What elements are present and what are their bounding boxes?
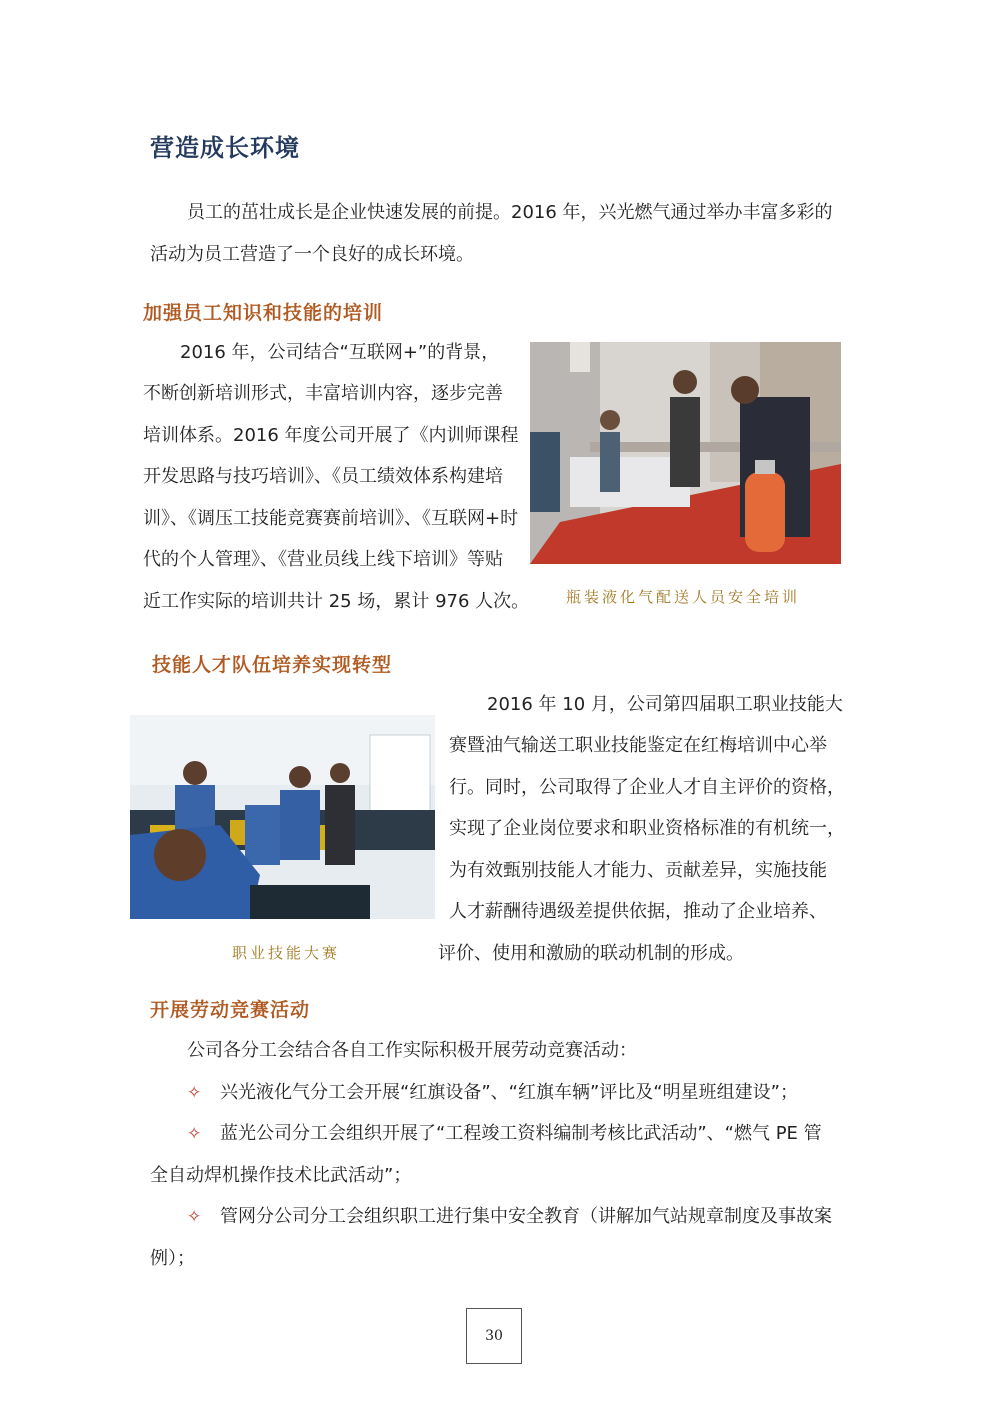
skills-text-line: 人才薪酬待遇级差提供依据，推动了企业培养、 bbox=[449, 901, 827, 922]
skills-text-line: 赛暨油气输送工职业技能鉴定在红梅培训中心举 bbox=[449, 735, 827, 756]
section-heading-training: 加强员工知识和技能的培训 bbox=[143, 302, 384, 324]
page-number: 30 bbox=[466, 1308, 522, 1364]
skills-text-line: 2016 年 10 月，公司第四届职工职业技能大 bbox=[487, 694, 843, 715]
competition-photo-illustration bbox=[130, 715, 435, 919]
training-text-line: 训》、《调压工技能竞赛赛前培训》、《互联网+时 bbox=[143, 508, 519, 529]
skills-text-line: 为有效甄别技能人才能力、贡献差异，实施技能 bbox=[449, 860, 827, 881]
skills-text-line: 实现了企业岗位要求和职业资格标准的有机统一， bbox=[449, 818, 845, 839]
bullet-star-icon: ✧ bbox=[187, 1207, 202, 1227]
labor-item-continuation: 例）； bbox=[150, 1248, 195, 1269]
skills-text-line: 评价、使用和激励的联动机制的形成。 bbox=[438, 943, 744, 964]
intro-line-1: 员工的茁壮成长是企业快速发展的前提。2016 年，兴光燃气通过举办丰富多彩的 bbox=[187, 202, 833, 223]
training-photo bbox=[530, 342, 841, 564]
labor-item: 蓝光公司分工会组织开展了“工程竣工资料编制考核比武活动”、“燃气 PE 管 bbox=[220, 1123, 822, 1144]
bullet-star-icon: ✧ bbox=[187, 1124, 202, 1144]
section-heading-labor-competition: 开展劳动竞赛活动 bbox=[150, 999, 311, 1021]
page-title: 营造成长环境 bbox=[150, 134, 300, 162]
bullet-star-icon: ✧ bbox=[187, 1083, 202, 1103]
training-text-line: 近工作实际的培训共计 25 场，累计 976 人次。 bbox=[143, 591, 530, 612]
section-heading-skills: 技能人才队伍培养实现转型 bbox=[152, 654, 393, 676]
training-text-line: 不断创新培训形式，丰富培训内容，逐步完善 bbox=[143, 383, 503, 404]
intro-line-2: 活动为员工营造了一个良好的成长环境。 bbox=[150, 244, 474, 265]
skills-text-line: 行。同时，公司取得了企业人才自主评价的资格， bbox=[449, 777, 845, 798]
training-photo-caption: 瓶装液化气配送人员安全培训 bbox=[566, 588, 801, 606]
labor-intro: 公司各分工会结合各自工作实际积极开展劳动竞赛活动： bbox=[187, 1040, 637, 1061]
training-text-line: 培训体系。2016 年度公司开展了《内训师课程 bbox=[143, 425, 519, 446]
competition-photo bbox=[130, 715, 435, 919]
labor-item: 管网分公司分工会组织职工进行集中安全教育（讲解加气站规章制度及事故案 bbox=[220, 1206, 832, 1227]
training-text-line: 2016 年，公司结合“互联网+”的背景， bbox=[180, 342, 500, 363]
labor-item: 兴光液化气分工会开展“红旗设备”、“红旗车辆”评比及“明星班组建设”； bbox=[220, 1082, 798, 1103]
training-text-line: 代的个人管理》、《营业员线上线下培训》等贴 bbox=[143, 549, 503, 570]
labor-item-continuation: 全自动焊机操作技术比武活动”； bbox=[150, 1165, 412, 1186]
competition-photo-caption: 职业技能大赛 bbox=[232, 944, 341, 962]
training-text-line: 开发思路与技巧培训》、《员工绩效体系构建培 bbox=[143, 466, 503, 487]
training-photo-illustration bbox=[530, 342, 841, 564]
